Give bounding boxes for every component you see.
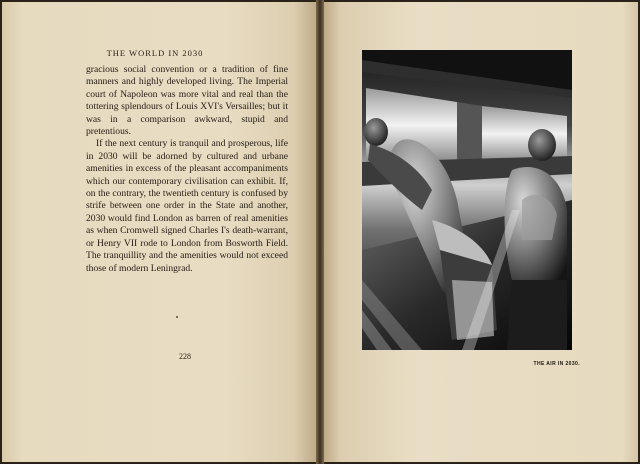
page-number: 228 [179, 352, 191, 361]
illustration-plate [362, 50, 572, 350]
plate-caption: THE AIR IN 2030. [533, 361, 580, 367]
running-head: THE WORLD IN 2030 [106, 48, 204, 58]
body-text [86, 64, 288, 275]
paragraph-1: gracious social convention or a tradition of fine manners and highly developed living. The Imperial court of Napoleon was more vital and real than the tottering splendours of Louis XVI's Versailles; but it was in a comparison awkward, stupid and pretentious. [86, 64, 288, 138]
airship-cabin-illustration [362, 50, 572, 350]
paragraph-2: If the next century is tranquil and prosperous, life in 2030 will be adorned by cultured and urbane amenities in excess of the pleasant accompaniments which our contemporary civilisation can exhibit. If, on the contrary, the twentieth century is confused by strife between one order in the State and another, 2030 would find London as barren of real amenities as when Cromwell signed Charles I's death-warrant, or Henry VII rode to London from Bosworth Field. The tranquillity and the amenities would not exceed those of modern Leningrad. [86, 138, 288, 274]
book-gutter [316, 0, 324, 464]
ink-speck [176, 316, 178, 318]
